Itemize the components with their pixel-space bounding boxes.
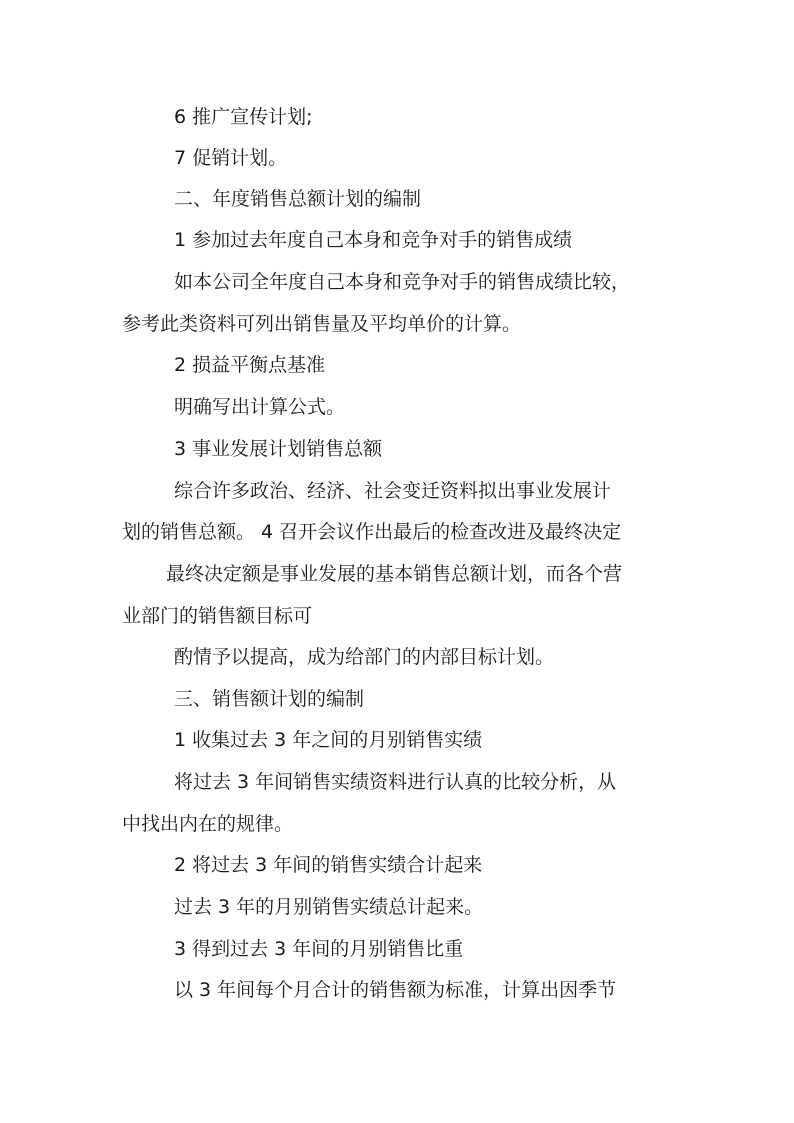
text-line: 1 参加过去年度自己本身和竞争对手的销售成绩 <box>174 229 573 251</box>
text-line: 综合许多政治、经济、社会变迁资料拟出事业发展计 <box>174 480 612 502</box>
text-line: 将过去 3 年间销售实绩资料进行认真的比较分析，从 <box>174 771 617 793</box>
text-line: 如本公司全年度自己本身和竞争对手的销售成绩比较， <box>174 271 631 293</box>
text-line: 业部门的销售额目标可 <box>122 605 313 627</box>
text-line: 以 3 年间每个月合计的销售额为标准，计算出因季节 <box>174 979 617 1001</box>
text-line: 2 将过去 3 年间的销售实绩合计起来 <box>174 854 483 876</box>
text-line: 酌情予以提高，成为给部门的内部目标计划。 <box>174 646 555 668</box>
text-line: 最终决定额是事业发展的基本销售总额计划，而各个营 <box>166 563 623 585</box>
text-line: 2 损益平衡点基准 <box>174 354 326 376</box>
text-line: 3 得到过去 3 年间的月别销售比重 <box>174 938 464 960</box>
text-line: 1 收集过去 3 年之间的月别销售实绩 <box>174 729 483 751</box>
text-line: 7 促销计划。 <box>174 147 288 169</box>
text-line: 过去 3 年的月别销售实绩总计起来。 <box>174 896 484 918</box>
text-line: 划的销售总额。 4 召开会议作出最后的检查改进及最终决定 <box>122 521 622 543</box>
text-line: 明确写出计算公式。 <box>174 396 346 418</box>
text-line: 中找出内在的规律。 <box>122 813 294 835</box>
text-line: 3 事业发展计划销售总额 <box>174 438 383 460</box>
section-heading: 三、销售额计划的编制 <box>174 688 365 710</box>
text-line: 6 推广宣传计划; <box>174 106 313 128</box>
section-heading: 二、年度销售总额计划的编制 <box>174 188 422 210</box>
text-line: 参考此类资料可列出销售量及平均单价的计算。 <box>122 313 522 335</box>
